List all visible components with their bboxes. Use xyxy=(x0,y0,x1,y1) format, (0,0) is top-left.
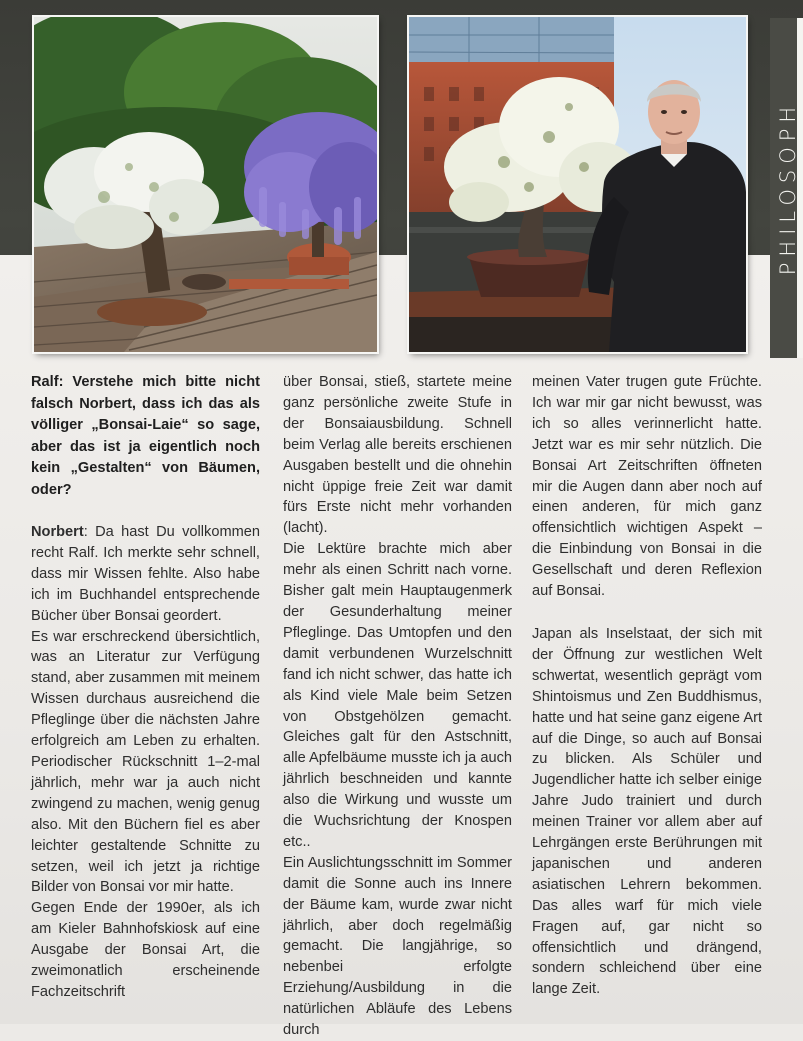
interview-question: Ralf: Verstehe mich bitte nicht falsch Norbert, dass ich das als völliger „Bonsai-Laie“ so sage, aber das ist ja eigentlich noch kein „Gestalten“ von Bäumen, oder? xyxy=(31,374,260,498)
paragraph-gap xyxy=(532,602,762,624)
speaker-name: Norbert xyxy=(31,524,84,540)
text-column-2 xyxy=(283,372,512,1041)
section-label-text: PHILOSOPH xyxy=(776,100,801,276)
text-column-3 xyxy=(532,372,762,1000)
bonsai-garden-photo xyxy=(34,17,377,352)
answer-text: : Da hast Du vollkommen recht Ralf. Ich merkte sehr schnell, dass mir Wissen fehlte. Also habe ich im Buchhandel entsprechende Bücher über Bonsai geordert. xyxy=(31,524,260,624)
section-label xyxy=(775,48,801,328)
paragraph: Japan als Inselstaat, der sich mit der Öffnung zur westlichen Welt schwertat, wesentlich geprägt vom Shintoismus und Zen Buddhismus, hatte und hat seine ganz eigene Art auf die Dinge, so auch auf Bonsai zu blicken. Als Schüler und Jugendlicher hatte ich selber einige Jahre Judo trainiert und durch meinen Trainer vor allem aber auf Lehrgängen erste Berührungen mit japanischen und anderen asiatischen Lehrern bekommen. Das alles warf für mich viele Fragen auf, gar nicht so offensichtlich und drängend, sondern schleichend über eine lange Zeit. xyxy=(532,625,762,998)
paragraph: über Bonsai, stieß, startete meine ganz persönliche zweite Stufe in der Bonsaiausbildung. Schnell beim Verlag alle bereits erschienen Ausgaben bestellt und die ohnehin nicht üppige freie Zeit war damit fürs Erste nicht mehr vorhanden (lacht). xyxy=(283,374,512,537)
paragraph: meinen Vater trugen gute Früchte. Ich war mir gar nicht bewusst, was ich so alles verinnerlicht hatte. Jetzt war es mir sehr nützlich. Die Bonsai Art Zeitschriften öffneten mir die Augen dann aber noch auf einen anderen, für mich ganz offensichtlich wichtigen Aspekt – die Einbindung von Bonsai in die Gesellschaft und deren Reflexion auf Bonsai. xyxy=(532,374,762,600)
paragraph: Es war erschreckend übersichtlich, was an Literatur zur Verfügung stand, aber zusammen mit meinem Wissen durchaus ausreichend die Pfleglinge über die nächsten Jahre erfolgreich am Leben zu erhalten. Periodischer Rückschnitt 1–2-mal jährlich, mehr war ja auch nicht zwingend zu machen, wenig genug also. Mit den Büchern fiel es aber leichter gestaltende Schnitte zu setzen, weil ich jetzt ja richtige Bilder von Bonsai vor mir hatte. xyxy=(31,628,260,896)
paragraph: Gegen Ende der 1990er, als ich am Kieler Bahnhofskiosk auf eine Ausgabe der Bonsai Art, die zweimonatlich erscheinende Fachzeitschrift xyxy=(31,900,260,1000)
answer-paragraph xyxy=(31,522,260,627)
paragraph: Ein Auslichtungsschnitt im Sommer damit die Sonne auch ins Innere der Bäume kam, wurde zwar nicht jährlich, aber doch regelmäßig gemacht. Die langjährige, so nebenbei erfolgte Erziehung/Ausbildung in die natürlichen Abläufe des Lebens durch xyxy=(283,854,512,1039)
text-column-1 xyxy=(31,372,260,1003)
man-with-bonsai-photo xyxy=(409,17,746,352)
paragraph: Die Lektüre brachte mich aber mehr als einen Schritt nach vorne. Bisher galt mein Hauptaugenmerk der Gesunderhaltung meiner Pfleglinge. Das Umtopfen und den damit verbundenen Wurzelschnitt fand ich nicht schwer, das hatte ich als Kind viele Male beim Setzen von Obstgehölzen gemacht. Gleiches galt für den Astschnitt, alle Apfelbäume musste ich ja auch jährlich beschneiden und kannte also die Wirkung und wusste um die Wuchsrichtung der Knospen etc.. xyxy=(283,541,512,850)
